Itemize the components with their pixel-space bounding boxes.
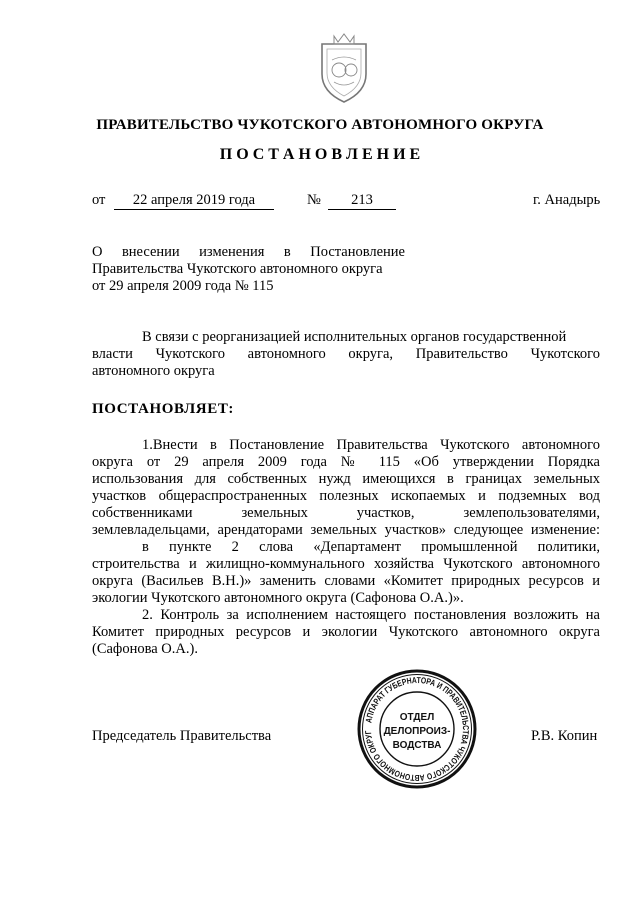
stamp-ring-text: АППАРАТ ГУБЕРНАТОРА И ПРАВИТЕЛЬСТВА ЧУКОТСКОГО АВТОНОМНОГО ОКРУГ — [362, 674, 472, 784]
item2-line: Комитет природных ресурсов и экологии Чукотского автономного округа — [92, 624, 600, 640]
date-prefix-label: от — [92, 192, 106, 208]
official-stamp — [356, 668, 478, 790]
item1-line: экологии Чукотского автономного округа (Сафонова О.А.)». — [92, 590, 464, 606]
item1-line: использования для собственных нужд имеющихся в границах земельных — [92, 471, 600, 487]
signatory-position: Председатель Правительства — [92, 728, 272, 744]
subject-line: от 29 апреля 2009 года № 115 — [92, 278, 274, 294]
number-label: № — [307, 192, 321, 208]
item1-line: участков общераспространенных полезных ископаемых и подземных вод — [92, 488, 600, 504]
stamp-line: ВОДСТВА — [392, 740, 442, 751]
item1-line: в пункте 2 слова «Департамент промышленной политики, — [142, 539, 600, 555]
document-date: 22 апреля 2019 года — [114, 191, 274, 210]
preamble-line: В связи с реорганизацией исполнительных органов государственной — [142, 329, 567, 345]
item1-line: собственниками земельных участков, землепользователями, — [92, 505, 600, 521]
stamp-line: ДЕЛОПРОИЗ- — [383, 726, 451, 737]
preamble-line: автономного округа — [92, 363, 215, 379]
organization-title: ПРАВИТЕЛЬСТВО ЧУКОТСКОГО АВТОНОМНОГО ОКРУГА — [96, 117, 544, 133]
item1-line: округа от 29 апреля 2009 года № 115 «Об утверждении Порядка — [92, 454, 600, 470]
resolves-heading: ПОСТАНОВЛЯЕТ: — [92, 401, 235, 417]
preamble-line: власти Чукотского автономного округа, Правительство Чукотского — [92, 346, 600, 362]
subject-line: Правительства Чукотского автономного округа — [92, 261, 383, 277]
city-label: г. Анадырь — [533, 192, 601, 208]
item1-line: округа (Васильев В.Н.)» заменить словами «Комитет природных ресурсов и — [92, 573, 600, 589]
item1-line: строительства и жилищно-коммунального хозяйства Чукотского автономного — [92, 556, 600, 572]
signatory-name: Р.В. Копин — [531, 728, 598, 744]
subject-line: О внесении изменения в Постановление — [92, 244, 405, 260]
document-type-title: П О С Т А Н О В Л Е Н И Е — [219, 146, 421, 163]
stamp-line: ОТДЕЛ — [399, 712, 435, 723]
document-number: 213 — [328, 191, 396, 210]
item1-line: 1.Внести в Постановление Правительства Чукотского автономного — [142, 437, 600, 453]
item1-line: землевладельцами, арендаторами земельных участков» следующее изменение: — [92, 522, 600, 538]
item2-line: (Сафонова О.А.). — [92, 641, 198, 657]
coat-of-arms-emblem — [308, 30, 380, 106]
item2-line: 2. Контроль за исполнением настоящего постановления возложить на — [142, 607, 600, 623]
